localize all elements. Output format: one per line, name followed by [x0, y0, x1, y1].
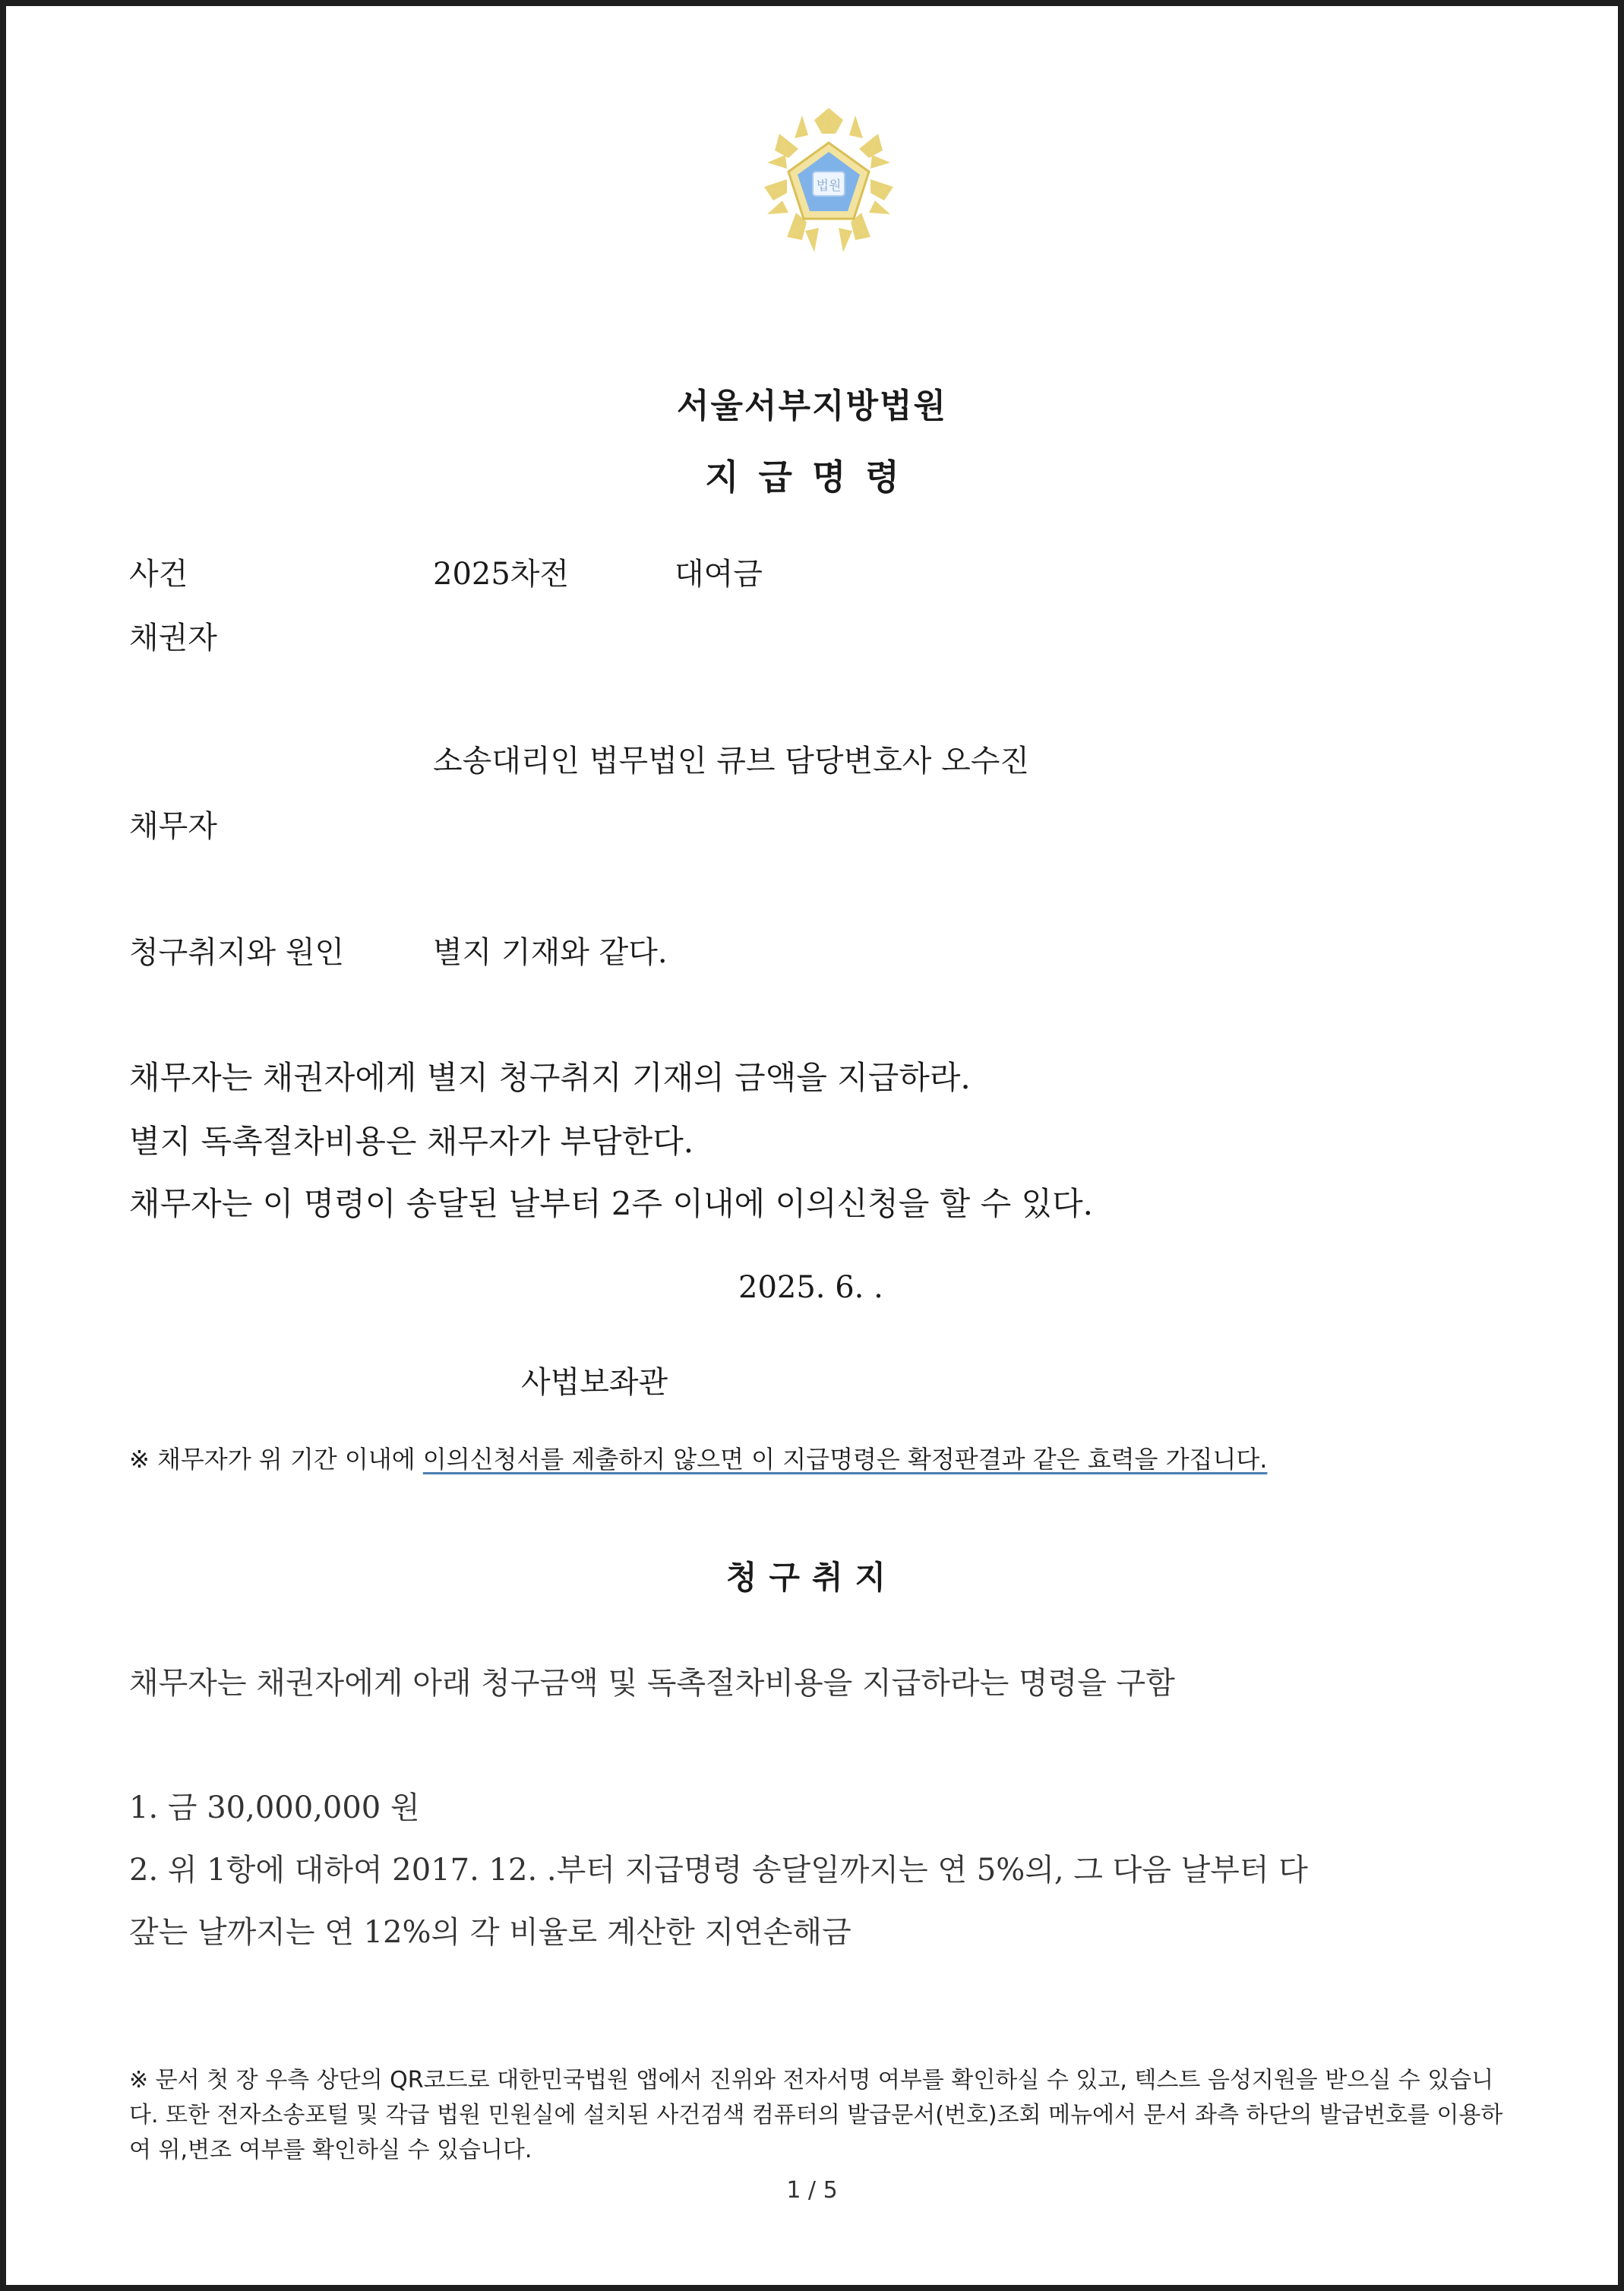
- objection-notice: [129, 1440, 1267, 1475]
- claim-item-2-line-1: 2. 위 1항에 대하여 2017. 12. .부터 지급명령 송달일까지는 연 5%의, 그 다음 날부터 다: [129, 1853, 1308, 1888]
- claim-item-1: 1. 금 30,000,000 원: [129, 1790, 420, 1825]
- verification-note: ※ 문서 첫 장 우측 상단의 QR코드로 대한민국법원 앱에서 진위와 전자서명 여부를 확인하실 수 있고, 텍스트 음성지원을 받으실 수 있습니다. 또한 전자소송포털 및 각급 법원 민원실에 설치된 사건검색 컴퓨터의 발급문서(번호)조회 메뉴에서 문서 좌측 하단의 발급번호를 이용하여 위,변조 여부를 확인하실 수 있습니다.: [129, 2067, 1503, 2163]
- case-number: 2025차전: [433, 557, 570, 592]
- case-label: 사건: [129, 557, 188, 592]
- notice-prefix: ※ 채무자가 위 기간 이내에: [129, 1445, 423, 1474]
- order-line: 채무자는 이 명령이 송달된 날부터 2주 이내에 이의신청을 할 수 있다.: [129, 1185, 1094, 1222]
- issue-date: 2025. 6. .: [738, 1270, 883, 1305]
- creditor-agent: 소송대리인 법무법인 큐브 담당변호사 오수진: [433, 744, 1030, 779]
- order-line: 별지 독촉절차비용은 채무자가 부담한다.: [129, 1123, 694, 1160]
- claim-label: 청구취지와 원인: [129, 935, 345, 970]
- court-emblem-icon: [749, 103, 908, 263]
- notice-underlined: 이의신청서를 제출하지 않으면 이 지급명령은 확정판결과 같은 효력을 가집니다.: [422, 1445, 1268, 1474]
- document-title: 지급명령: [705, 457, 919, 498]
- order-line: 채무자는 채권자에게 별지 청구취지 기재의 금액을 지급하라.: [129, 1059, 971, 1096]
- emblem-label: 법원: [816, 179, 842, 194]
- case-subject: 대여금: [675, 557, 763, 592]
- court-name: 서울서부지방법원: [676, 387, 948, 425]
- creditor-label: 채권자: [129, 621, 217, 656]
- claim-value: 별지 기재와 같다.: [433, 935, 668, 970]
- judicial-officer: 사법보좌관: [521, 1365, 668, 1400]
- page-number: 1 / 5: [786, 2177, 838, 2204]
- claim-item-2-line-2: 갚는 날까지는 연 12%의 각 비율로 계산한 지연손해금: [129, 1915, 851, 1950]
- debtor-label: 채무자: [129, 809, 217, 844]
- claim-intro: 채무자는 채권자에게 아래 청구금액 및 독촉절차비용을 지급하라는 명령을 구함: [129, 1666, 1175, 1701]
- claim-section-title: 청구취지: [725, 1559, 899, 1596]
